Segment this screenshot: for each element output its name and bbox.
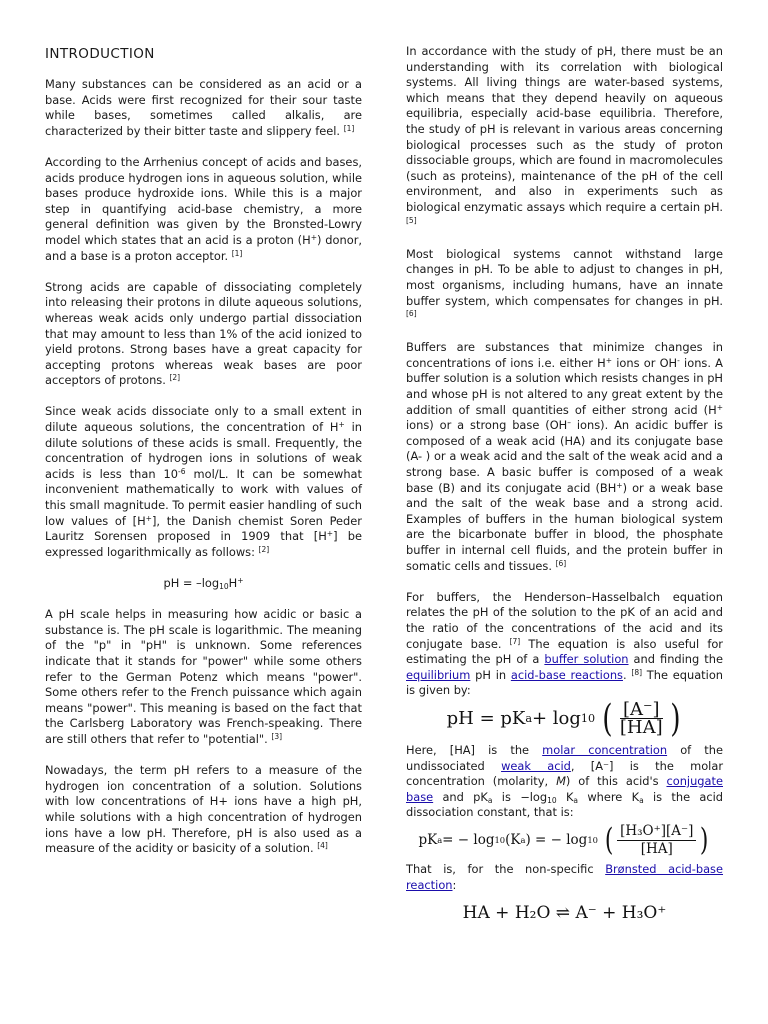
molar-concentration-link[interactable]: molar concentration <box>542 742 668 757</box>
citation: [8] <box>631 667 643 677</box>
citation: [6] <box>555 558 567 568</box>
citation: [3] <box>271 731 283 741</box>
citation: [7] <box>509 636 521 646</box>
acid-base-reactions-link[interactable]: acid-base reactions <box>510 667 623 682</box>
weak-acid-link[interactable]: weak acid <box>501 758 571 773</box>
citation: [4] <box>317 841 328 851</box>
citation: [6] <box>406 309 417 319</box>
pka-equation: pK a = − log 10 (K a ) = − log 10 ( $\frac{\text{[H₃O⁺][A⁻]}}{[HA]}$ ) <box>418 822 709 859</box>
citation: [1] <box>343 123 355 133</box>
citation: [2] <box>258 544 270 554</box>
right-column <box>406 44 723 933</box>
paragraph-buffers: Buffers are substances that minimize changes in concentrations of ions i.e. either H+ ions or OH- ions. A buffer solution is a solution which resists changes in pH and whose pH is not altered to any great extent by the addition of small quantities of either strong acid (H+ ions) or a strong base (OH– ions). An acidic buffer is composed of a weak acid (HA) and its conjugate base (A- ) or a weak acid and the salt of the weak acid and a strong base. A basic buffer is composed of a weak base (B) and its conjugate acid (BH+) or a weak base and the salt of the weak base and a strong acid. Examples of buffers in the human biological system are the bicarbonate buffer in blood, the phosphate buffer in internal cell fluids, and the protein buffer in somatic cells and tissues. [6] <box>406 340 723 573</box>
paragraph-buffer-system: Most biological systems cannot withstand large changes in pH. To be able to adjust to changes in pH, most organisms, including humans, have an innate buffer system, which compensates for changes in pH. [6] <box>406 246 723 319</box>
paragraph-weak-acid-dissociation: Since weak acids dissociate only to a small extent in dilute aqueous solutions, the concentration of H+ in dilute solutions of these acids is small. Frequently, the concentration of hydrogen ions in solutions of weak acids is less than $10^{-6}$ mol/L. It can be somewhat inconvenient mathematically to work with values of this small magnitude. To permit easier handling of such low values of [H+], the Danish chemist Soren Peder Lauritz Sorensen proposed in 1909 that [H+] be expressed logarithmically as follows: [2] <box>45 404 363 559</box>
citation: [1] <box>231 248 243 258</box>
buffer-solution-link[interactable]: buffer solution <box>544 652 629 667</box>
ph-formula: pH = $-\log_{10}H^+$ <box>163 576 244 591</box>
paragraph-strong-weak-acids: Strong acids are capable of dissociating completely into releasing their protons in dilute aqueous solutions, whereas weak acids only undergo partial dissociation that may amount to less than 1% of the acid ionized to yield protons. Strong bases have a great capacity for accepting protons whereas weak bases are poor acceptors of protons. [2] <box>45 279 362 388</box>
paragraph-bronsted: That is, for the non-specific Brønsted acid-base reaction: <box>406 861 723 892</box>
left-column <box>45 44 362 872</box>
bronsted-reaction-equation: HA + H₂O ⇌ A⁻ + H₃O⁺ <box>462 903 667 924</box>
bronsted-acid-base-reaction-link[interactable]: Brønsted acid-base reaction <box>406 861 723 892</box>
section-heading: INTRODUCTION <box>45 46 155 62</box>
conjugate-base-link[interactable]: conjugate base <box>406 774 723 804</box>
paragraph-acids-bases-intro: Many substances can be considered as an acid or a base. Acids were first recognized for their sour taste while bases, sometimes called alkalis, are characterized by their bitter taste and slippery feel. [1] <box>45 77 362 138</box>
citation: [5] <box>406 215 417 225</box>
paragraph-equation-terms: Here, [HA] is the molar concentration of the undissociated weak acid, [A⁻] is the molar concentration (molarity, M) of this acid's conjugate base and $pK_a$ is $-\log_{10}$ $K_a$ where $K_a$ is the acid dissociation constant, that is: <box>406 742 724 820</box>
henderson-hasselbalch-equation: pH = pK a + log 10 ( $\frac{[A^-]}{[HA]}$ ) <box>446 696 681 741</box>
equilibrium-link[interactable]: equilibrium <box>406 667 471 682</box>
citation: [2] <box>169 373 181 383</box>
paragraph-ph-definition: Nowadays, the term pH refers to a measure of the hydrogen ion concentration of a solution. Solutions with low concentrations of H+ ions have a high pH, while solutions with a high concentration of hydrogen ions have a low pH. Therefore, pH is also used as a measure of the acidity or basicity of a solution. [4] <box>45 763 362 856</box>
paragraph-henderson-hasselbalch: For buffers, the Henderson–Hasselbalch equation relates the pH of the solution to the pK of an acid and the ratio of the concentrations of the acid and its conjugate base. [7] The equation is also useful for estimating the pH of a buffer solution and finding the equilibrium pH in acid-base reactions. [8] The equation is given by: <box>406 589 724 698</box>
paragraph-arrhenius: According to the Arrhenius concept of acids and bases, acids produce hydrogen ions in aqueous solution, while bases produce hydroxide ions. While this is a major step in quantifying acid-base chemistry, a more general definition was given by the Bronsted-Lowry model which states that an acid is a proton (H+) donor, and a base is a proton acceptor. [1] <box>45 154 362 263</box>
paragraph-biological-systems: In accordance with the study of pH, there must be an understanding with its correlation with biological systems. All living things are water-based systems, which means that they depend heavily on aqueous equilibria, especially acid-base equilibria. Therefore, the study of pH is relevant in various areas concerning biological processes such as the study of proton dissociable groups, which are found in macromolecules (such as proteins), maintenance of the pH of the cell environment, and also in experiments such as biological enzymatic assays which require a certain pH. [5] <box>406 44 723 225</box>
paragraph-ph-scale: A pH scale helps in measuring how acidic or basic a substance is. The pH scale is logarithmic. The meaning of the "p" in "pH" is unknown. Some references indicate that it stands for "power" while some others refer to the German Potenz which means "power". Some others refer to the French puissance which again means "power". This meaning is based on the fact that the Carlsberg Laboratory was French-speaking. There are still others that refer to "potential". [3] <box>45 607 362 746</box>
